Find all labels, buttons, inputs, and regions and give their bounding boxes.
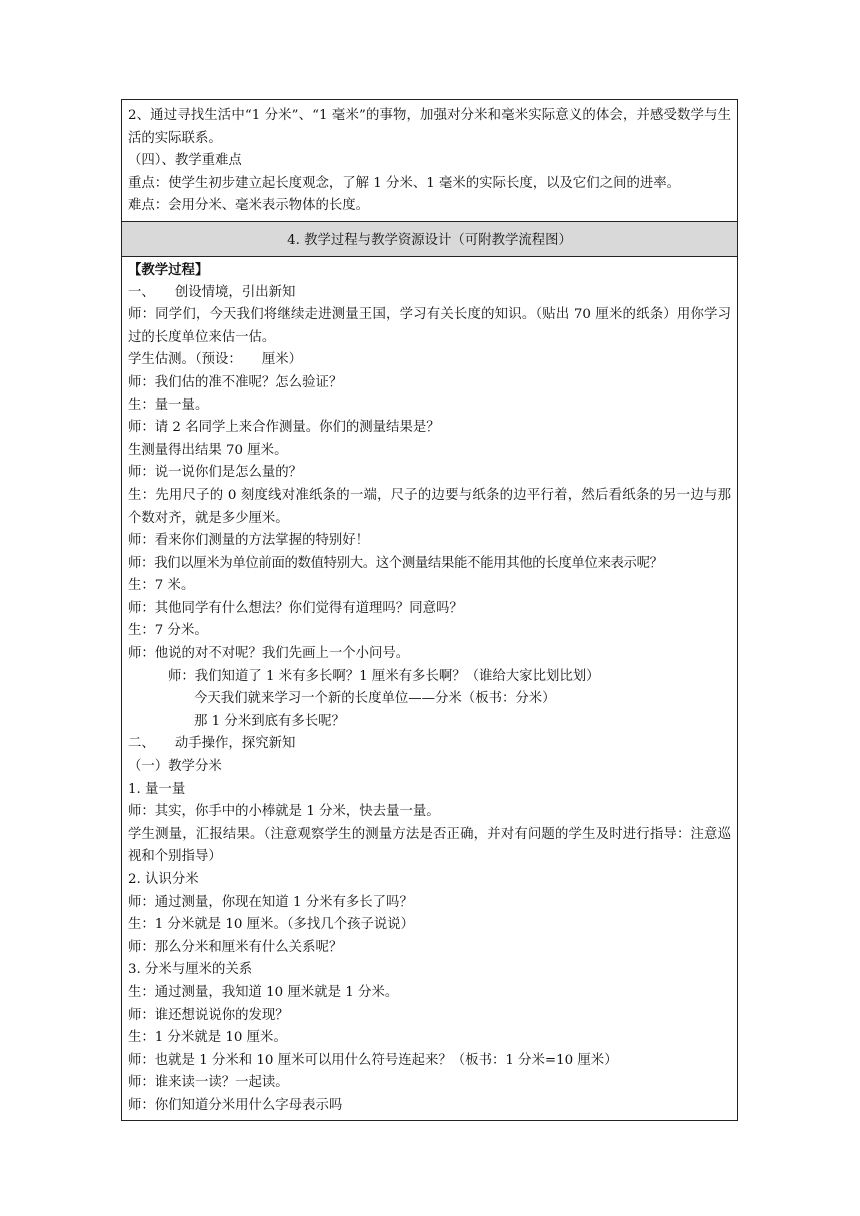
text-line: 师：也就是 1 分米和 10 厘米可以用什么符号连起来？（板书：1 分米=10 厘米） bbox=[128, 1052, 618, 1068]
text-line: 生：1 分米就是 10 厘米。（多找几个孩子说说） bbox=[128, 917, 415, 933]
text-line: 生：7 米。 bbox=[128, 578, 195, 594]
paragraph: 师：同学们，今天我们将继续走进测量王国，学习有关长度的知识。（贴出 70 厘米的纸条）用你学习过的长度单位来估一估。 bbox=[128, 307, 731, 345]
text-line: 那 1 分米到底有多长呢？ bbox=[194, 713, 345, 729]
text-line: 师：我们以厘米为单位前面的数值特别大。这个测量结果能不能用其他的长度单位来表示呢？ bbox=[128, 555, 663, 571]
text-line: 学生估测。（预设： 厘米） bbox=[128, 352, 303, 368]
section-heading-1: 一、 创设情境，引出新知 bbox=[128, 284, 296, 300]
objectives-cell bbox=[122, 100, 738, 222]
text-line: 师：其他同学有什么想法？你们觉得有道理吗？同意吗？ bbox=[128, 600, 463, 616]
section-heading-2: 二、 动手操作，探究新知 bbox=[128, 736, 296, 752]
key-point-text: 重点：使学生初步建立起长度观念，了解 1 分米、1 毫米的实际长度，以及它们之间的进率。 bbox=[128, 175, 681, 191]
objective-2-text: 2、通过寻找生活中“1 分米”、“1 毫米”的事物，加强对分米和毫米实际意义的体会，并感受数学与生活的实际联系。 bbox=[128, 108, 731, 146]
text-line: 师：说一说你们是怎么量的？ bbox=[128, 465, 303, 481]
lesson-plan-table bbox=[121, 99, 738, 1121]
section-header: 4. 教学过程与教学资源设计（可附教学流程图） bbox=[122, 221, 738, 256]
text-line: 师：他说的对不对呢？我们先画上一个小问号。 bbox=[128, 646, 410, 662]
text-line: 师：看来你们测量的方法掌握的特别好！ bbox=[128, 533, 370, 549]
text-line: 师：谁还想说说你的发现？ bbox=[128, 1007, 289, 1023]
text-line: 师：那么分米和厘米有什么关系呢？ bbox=[128, 939, 343, 955]
step-heading: 3. 分米与厘米的关系 bbox=[128, 962, 253, 978]
text-line: 生：7 分米。 bbox=[128, 623, 208, 639]
text-line: 师：请 2 名同学上来合作测量。你们的测量结果是？ bbox=[128, 420, 440, 436]
process-row bbox=[122, 256, 738, 1120]
step-heading: 2. 认识分米 bbox=[128, 872, 199, 887]
subsection-heading: （一）教学分米 bbox=[128, 759, 222, 775]
text-line: 师：通过测量，你现在知道 1 分米有多长了吗？ bbox=[128, 894, 413, 910]
process-title: 【教学过程】 bbox=[128, 261, 209, 278]
text-line: 今天我们就来学习一个新的长度单位——分米（板书：分米） bbox=[194, 691, 556, 707]
text-line: 生测量得出结果 70 厘米。 bbox=[128, 442, 288, 458]
step-heading: 1. 量一量 bbox=[128, 781, 186, 797]
text-line: 师：你们知道分米用什么字母表示吗 bbox=[128, 1097, 343, 1113]
text-line: 师：我们知道了 1 米有多长啊？1 厘米有多长啊？（谁给大家比划比划） bbox=[168, 668, 600, 684]
text-line: 师：谁来读一读？一起读。 bbox=[128, 1075, 289, 1091]
key-points-heading: （四）、教学重难点 bbox=[128, 153, 242, 169]
objectives-row bbox=[122, 100, 738, 222]
paragraph: 生：先用尺子的 0 刻度线对准纸条的一端，尺子的边要与纸条的边平行着，然后看纸条的另一边与那个数对齐，就是多少厘米。 bbox=[128, 487, 731, 526]
text-line: 师：我们估的准不准呢？怎么验证？ bbox=[128, 374, 343, 390]
process-cell bbox=[122, 256, 738, 1120]
text-line: 生：通过测量，我知道 10 厘米就是 1 分米。 bbox=[128, 984, 399, 1000]
section-header-row bbox=[122, 221, 738, 256]
text-line: 生：量一量。 bbox=[128, 397, 209, 413]
difficulty-text: 难点：会用分米、毫米表示物体的长度。 bbox=[128, 198, 370, 214]
text-line: 师：其实，你手中的小棒就是 1 分米，快去量一量。 bbox=[128, 804, 440, 820]
text-line: 生：1 分米就是 10 厘米。 bbox=[128, 1030, 287, 1046]
paragraph: 学生测量，汇报结果。（注意观察学生的测量方法是否正确，并对有问题的学生及时进行指导：注意巡视和个别指导） bbox=[128, 826, 731, 865]
